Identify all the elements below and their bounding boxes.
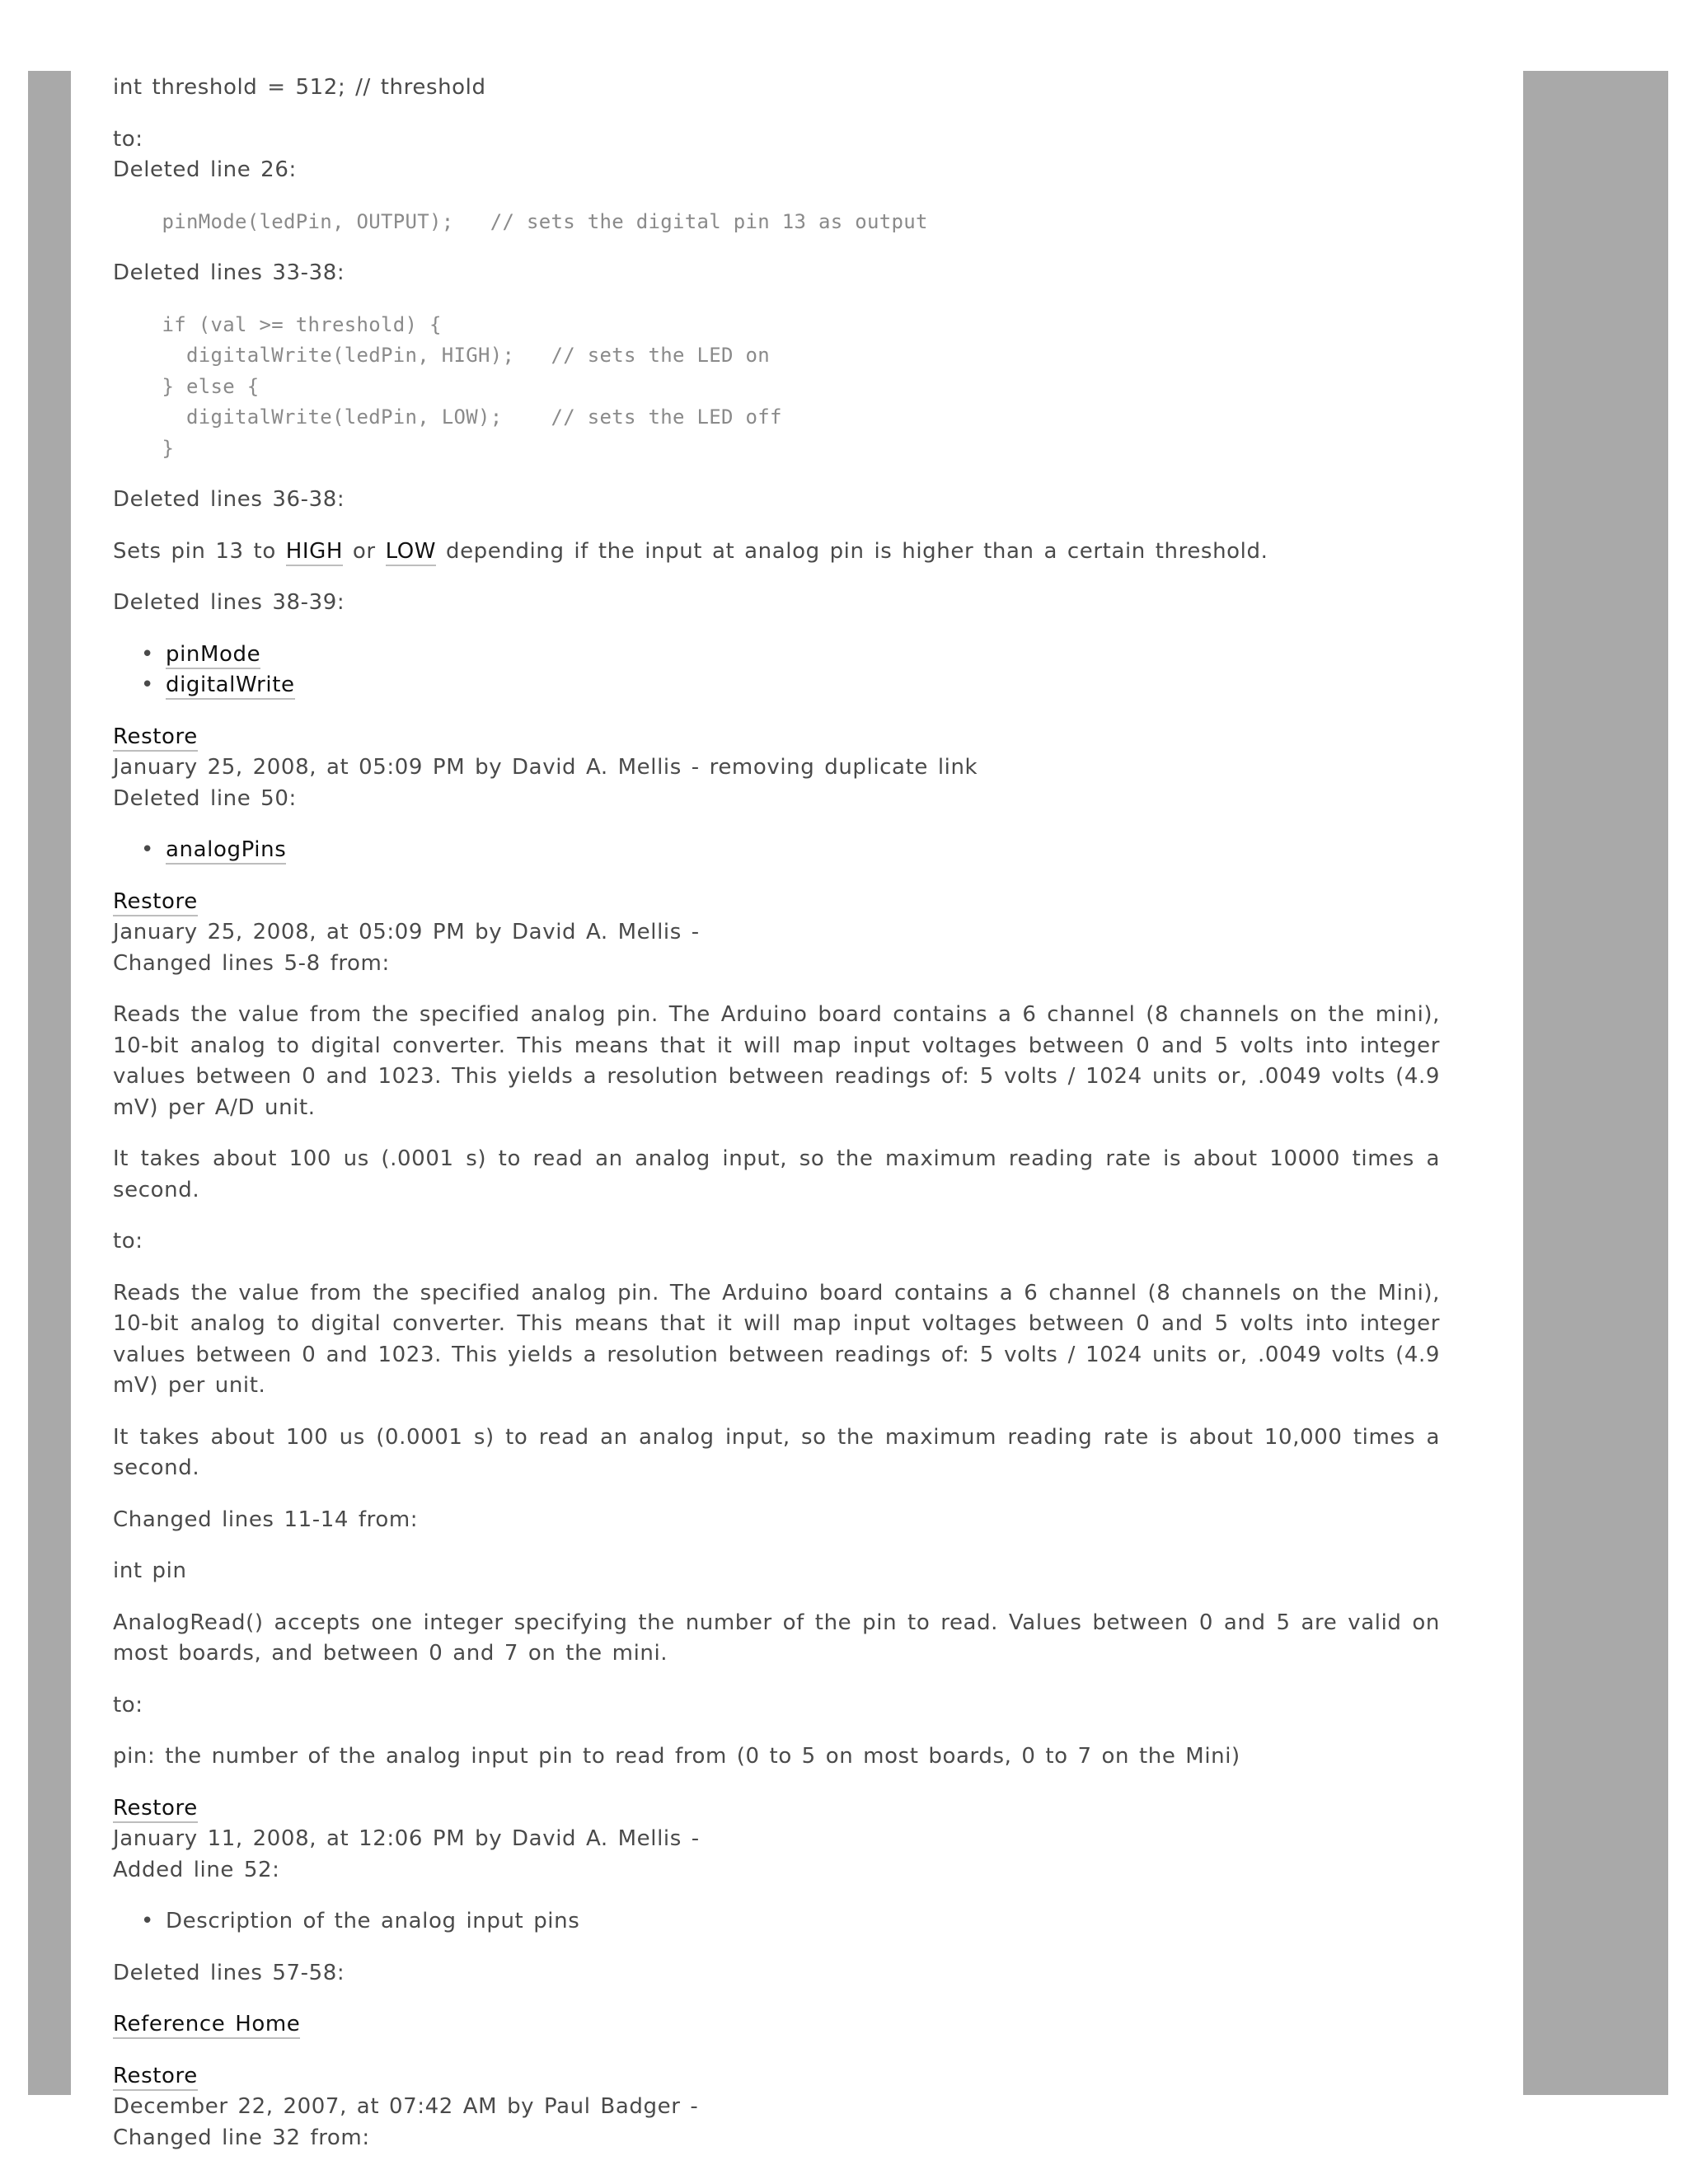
code-line: digitalWrite(ledPin, LOW); // sets the LED off bbox=[138, 405, 782, 429]
restore-link[interactable]: Restore bbox=[113, 724, 198, 752]
revision-history bbox=[113, 73, 1448, 2154]
diff-heading: Deleted lines 38-39: bbox=[113, 590, 345, 615]
see-also-list bbox=[113, 835, 1448, 866]
parameter-new: pin: the number of the analog input pin to read from (0 to 5 on most boards, 0 to 7 on the Mini) bbox=[113, 1744, 1240, 1769]
digitalwrite-link[interactable]: digitalWrite bbox=[166, 673, 295, 700]
restore-link[interactable]: Restore bbox=[113, 1796, 198, 1823]
revision-meta: December 22, 2007, at 07:42 AM by Paul Badger - bbox=[113, 2094, 699, 2119]
bullet-icon: • bbox=[141, 673, 154, 697]
diff-heading: Deleted lines 36-38: bbox=[113, 487, 345, 512]
analogpins-link[interactable]: analogPins bbox=[166, 837, 286, 865]
to-label: to: bbox=[113, 1692, 143, 1718]
restore-row bbox=[113, 1793, 1448, 1825]
list-item-text: Description of the analog input pins bbox=[166, 1909, 580, 1933]
list-item bbox=[141, 835, 1448, 866]
sets-pin-description bbox=[113, 537, 1448, 568]
code-line: } else { bbox=[138, 374, 260, 398]
see-also-list bbox=[113, 640, 1448, 701]
paragraph-new-description: Reads the value from the specified analog pin. The Arduino board contains a 6 channel (8 channels on the Mini), 10-bit analog to digital converter. This means that it will map input voltages between 0 and 5 volts into integer values between 0 and 1023. This yields a resolution between readings of: 5 volts / 1024 units or, .0049 volts (4.9 mV) per unit. bbox=[113, 1280, 1440, 1398]
list-item bbox=[141, 670, 1448, 701]
diff-heading: Changed lines 5-8 from: bbox=[113, 950, 390, 976]
code-block-if bbox=[138, 310, 1448, 465]
restore-row bbox=[113, 887, 1448, 918]
bullet-icon: • bbox=[141, 1909, 154, 1933]
code-block-pinmode: pinMode(ledPin, OUTPUT); // sets the digital pin 13 as output bbox=[138, 209, 928, 233]
revision-meta: January 25, 2008, at 05:09 PM by David A. Mellis - removing duplicate link bbox=[113, 755, 978, 780]
code-line-threshold: int threshold = 512; // threshold bbox=[113, 75, 486, 100]
revision-meta: January 11, 2008, at 12:06 PM by David A. Mellis - bbox=[113, 1826, 700, 1851]
reference-home-link[interactable]: Reference Home bbox=[113, 2012, 300, 2039]
revision-meta: January 25, 2008, at 05:09 PM by David A. Mellis - bbox=[113, 920, 700, 944]
parameter-old: int pin bbox=[113, 1558, 187, 1583]
diff-heading: Deleted line 26: bbox=[113, 157, 297, 182]
left-margin-bar bbox=[28, 71, 71, 2095]
diff-heading: Deleted line 50: bbox=[113, 785, 297, 811]
right-margin-bar bbox=[1523, 71, 1668, 2095]
to-label: to: bbox=[113, 126, 143, 152]
paragraph-old-timing: It takes about 100 us (.0001 s) to read an analog input, so the maximum reading rate is about 10000 times a second. bbox=[113, 1146, 1440, 1202]
code-line: if (val >= threshold) { bbox=[138, 312, 442, 336]
restore-row bbox=[113, 722, 1448, 753]
high-link[interactable]: HIGH bbox=[286, 539, 343, 566]
diff-heading: Added line 52: bbox=[113, 1857, 280, 1882]
paragraph-new-timing: It takes about 100 us (0.0001 s) to read an analog input, so the maximum reading rate is about 10,000 times a second. bbox=[113, 1424, 1440, 1480]
restore-row bbox=[113, 2061, 1448, 2093]
text-fragment: Sets pin 13 to bbox=[113, 538, 286, 564]
paragraph-analogread: AnalogRead() accepts one integer specifying the number of the pin to read. Values between 0 and 5 are valid on most boards, and between 0 and 7 on the mini. bbox=[113, 1610, 1440, 1666]
code-line: } bbox=[138, 436, 175, 460]
list-item bbox=[141, 640, 1448, 671]
low-link[interactable]: LOW bbox=[386, 539, 437, 566]
paragraph-old-description: Reads the value from the specified analog pin. The Arduino board contains a 6 channel (8 channels on the mini), 10-bit analog to digital converter. This means that it will map input voltages between 0 and 5 volts into integer values between 0 and 1023. This yields a resolution between readings of: 5 volts / 1024 units or, .0049 volts (4.9 mV) per A/D unit. bbox=[113, 1002, 1440, 1120]
list-item bbox=[141, 1906, 1448, 1938]
to-label: to: bbox=[113, 1229, 143, 1254]
reference-home-row bbox=[113, 2009, 1448, 2041]
diff-heading: Changed line 32 from: bbox=[113, 2125, 370, 2150]
diff-heading: Deleted lines 57-58: bbox=[113, 1960, 345, 1985]
diff-heading: Deleted lines 33-38: bbox=[113, 260, 345, 285]
bullet-icon: • bbox=[141, 837, 154, 862]
diff-heading: Changed lines 11-14 from: bbox=[113, 1507, 419, 1532]
added-list bbox=[113, 1906, 1448, 1938]
text-fragment: depending if the input at analog pin is higher than a certain threshold. bbox=[436, 538, 1268, 564]
restore-link[interactable]: Restore bbox=[113, 889, 198, 916]
bullet-icon: • bbox=[141, 641, 154, 667]
text-fragment: or bbox=[343, 538, 386, 564]
pinmode-link[interactable]: pinMode bbox=[166, 642, 260, 669]
restore-link[interactable]: Restore bbox=[113, 2064, 198, 2091]
code-line: digitalWrite(ledPin, HIGH); // sets the LED on bbox=[138, 344, 770, 367]
